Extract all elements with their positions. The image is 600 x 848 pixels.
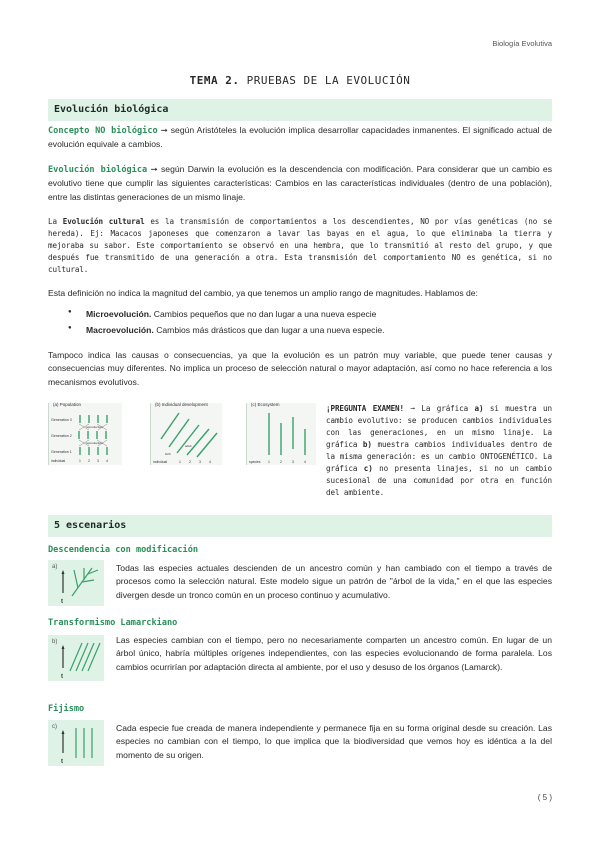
exam-letter-b: b)	[362, 439, 372, 449]
scenario-text-fijismo: Cada especie fue creada de manera independiente y permanece fija en su forma original desde su creación. Las especies no cambian con el tiempo, lo que implica que la biodiversidad que vemos hoy es idéntica a la del momento de su origen.	[116, 723, 552, 760]
text-cultural-pre: La	[48, 217, 63, 226]
paragraph-evolucion-cultural	[48, 216, 552, 276]
axis-tick: 3	[97, 459, 99, 463]
axis-tick: 2	[88, 459, 90, 463]
scenario-thumb-fixed	[48, 720, 104, 766]
figure-population	[48, 403, 122, 465]
axis-tick: 3	[292, 460, 294, 464]
thumb-letter: b)	[52, 639, 58, 645]
list-item	[68, 324, 548, 337]
section-heading-escenarios: 5 escenarios	[48, 515, 552, 537]
axis-tick: 1	[268, 460, 270, 464]
exam-letter-a: a)	[474, 404, 484, 413]
time-label: t	[61, 599, 63, 605]
paragraph-magnitud: Esta definición no indica la magnitud del cambio, ya que tenemos un amplio rango de magnitudes. Hablamos de:	[48, 288, 478, 298]
figure-individual-development	[150, 403, 222, 465]
time-label: t	[61, 759, 63, 765]
axis-label: individual	[51, 459, 66, 463]
scenario-title-lamarck: Transformismo Lamarckiano	[48, 618, 178, 628]
individual-development-diagram	[151, 403, 223, 465]
exam-letter-c: c)	[363, 463, 373, 473]
page-number: ( 5 )	[537, 793, 552, 802]
section-heading-evolucion: Evolución biológica	[48, 99, 552, 121]
term-concepto: Concepto NO biológico	[48, 126, 158, 136]
gen-label-3: Generation 3	[51, 418, 72, 422]
scenario-thumb-tree	[48, 560, 104, 606]
paragraph-causas: Tampoco indica las causas o consecuencias, ya que la evolución es un patrón muy variable, que puede tener causas y consecuencias muy diferentes. No implica un proceso de selección natural o mayor adaptación, así como no hace referencia a los mecanismos evolutivos.	[48, 350, 552, 387]
axis-tick: 1	[179, 460, 181, 464]
exam-lead: ¡PREGUNTA EXAMEN!	[326, 404, 404, 413]
scenario-text-lamarck: Las especies cambian con el tiempo, pero no necesariamente comparten un ancestro común. En lugar de un árbol único, habría múltiples orígenes independientes, con las especies evolucionando de forma paralela. Los cambios ocurrirían por adaptación directa al ambiente, por el uso y desuso de los órganos (Lamarck).	[116, 635, 552, 672]
figure-caption: (c) Ecosystem	[251, 402, 280, 407]
figure-caption: (b) Individual development	[155, 402, 208, 407]
figure-caption: (a) Population	[53, 402, 82, 407]
gen-label-1: Generation 1	[51, 450, 72, 454]
scenario-text-descendencia: Todas las especies actuales descienden de un ancestro común y han cambiado con el tiempo a través de procesos como la selección natural. Este modelo sigue un patrón de "árbol de la vida," en el que las especies divergen desde un tronco común en un proceso continuo y acumulativo.	[116, 563, 552, 600]
exam-text: si muestra un cambio evolutivo: se producen cambios individuales con las generaciones, en un mismo linaje. La gráfica	[326, 404, 552, 449]
adult-label: adult	[185, 444, 192, 448]
title-number: TEMA 2.	[189, 74, 240, 87]
birth-label: birth	[165, 452, 171, 456]
axis-tick: 2	[189, 460, 191, 464]
gen-label-2: Generation 2	[51, 434, 72, 438]
axis-tick: 3	[199, 460, 201, 464]
thumb-letter: a)	[52, 564, 58, 570]
figure-ecosystem	[246, 403, 316, 465]
text-evolucion-biologica: ➞ según Darwin la evolución es la descendencia con modificación. Para considerar que un cambio es evolutivo tiene que cumplir las siguientes características: Cambios en las características individuales (dentro de una población), entre las distintas generaciones de un mismo linaje.	[48, 164, 552, 202]
ecosystem-diagram	[247, 403, 317, 465]
repro-label: reproduction	[86, 425, 103, 429]
bullet-text: Cambios pequeños que no dan lugar a una nueva especie	[151, 309, 377, 319]
time-label: t	[61, 674, 63, 680]
exam-text: no presenta linajes, si no un cambio sucesional de una comunidad por otra en función del ambiente.	[326, 463, 552, 497]
exam-text: ➞ La gráfica	[404, 404, 475, 413]
axis-tick: 1	[79, 459, 81, 463]
title-text: PRUEBAS DE LA EVOLUCIÓN	[239, 74, 411, 87]
paragraph-concepto	[48, 124, 552, 152]
axis-label: species	[249, 460, 261, 464]
term-evolucion-biologica: Evolución biológica	[48, 165, 148, 175]
scenario-title-fijismo: Fijismo	[48, 704, 85, 714]
thumb-letter: c)	[52, 724, 57, 730]
scenario-thumb-parallel	[48, 635, 104, 681]
magnitude-list	[68, 308, 548, 341]
list-item	[68, 308, 548, 321]
bullet-text: Cambios más drásticos que dan lugar a una nueva especie.	[153, 325, 385, 336]
exam-text: muestra cambios individuales dentro de la misma generación: es un cambio ONTOGENÉTICO. La gráfica	[326, 439, 552, 473]
paragraph-evolucion-biologica	[48, 163, 552, 204]
scenario-title-descendencia: Descendencia con modificación	[48, 545, 199, 555]
text-cultural: es la transmisión de comportamientos a los descendientes, NO por vías genéticas (no se hereda). Ej: Macacos japoneses que comenzaron a lavar las bayas en el agua, lo que eliminaba la tierra y mejoraba su sabor. Este comportamiento se observó en una hembra, que lo transmitió al resto del grupo, y que después fue transmitido de una generación a otra. Esta transmisión del comportamiento NO es genética, si no cultural.	[48, 217, 552, 274]
axis-label: individual	[153, 460, 168, 464]
exam-note	[326, 403, 552, 499]
axis-tick: 4	[209, 460, 211, 464]
text-concepto: ➞ según Aristóteles la evolución implica desarrollar capacidades inmanentes. El significado actual de evolución equivale a cambios.	[48, 125, 553, 150]
axis-tick: 4	[304, 460, 306, 464]
bullet-term: Macroevolución.	[86, 325, 154, 336]
axis-tick: 2	[280, 460, 282, 464]
page-title	[0, 72, 600, 89]
axis-tick: 4	[106, 459, 108, 463]
term-evolucion-cultural: Evolución cultural	[62, 217, 145, 226]
subject-header: Biología Evolutiva	[492, 39, 552, 48]
population-diagram	[49, 403, 123, 465]
bullet-term: Microevolución.	[86, 309, 152, 319]
repro-label: reproduction	[86, 441, 103, 445]
